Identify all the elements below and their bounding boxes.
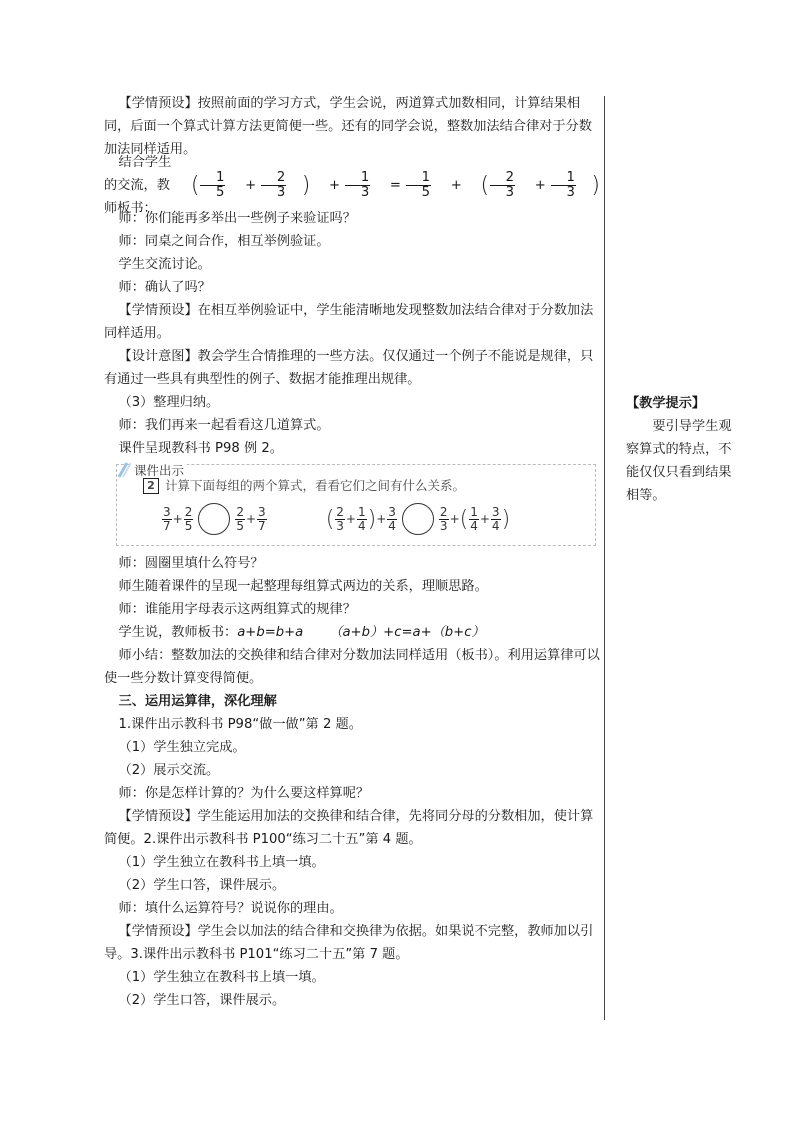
- blank-circle-icon-2: [402, 503, 434, 535]
- paragraph-21: 师：你是怎样计算的？为什么要这样算呢？: [118, 786, 370, 801]
- board-formula: 结合学生的交流，教师板书： ( $\frac{1}{5}$ + $\frac{2}{3}$ ) + $\frac{1}{3}$ = $\frac{1}{5}$ + ( $\frac{2}{3}$ + $\frac{1}{3}$ ): [104, 165, 600, 205]
- fraction-1-5: $\frac{1}{5}$: [200, 171, 225, 200]
- commutative-law: a+b=b+a: [237, 625, 304, 640]
- courseware-instruction: 计算下面每组的两个算式，看看它们之间有什么关系。: [165, 478, 466, 493]
- paragraph-11: 课件呈现教科书 P98 例 2。: [118, 441, 283, 456]
- fraction-1-3: $\frac{1}{3}$: [345, 171, 370, 200]
- courseware-box: [116, 464, 596, 546]
- paragraph-5: 学生交流讨论。: [118, 257, 211, 272]
- fraction-2-3: $\frac{2}{3}$: [261, 171, 286, 200]
- paragraph-24: （2）学生口答，课件展示。: [118, 878, 286, 893]
- paragraph-1: 【学情预设】按照前面的学习方式，学生会说，两道算式加数相同，计算结果相同，后面一个算式计算方法更简便一些。还有的同学会说，整数加法结合律对于分数加法同样适用。: [104, 96, 592, 157]
- courseware-expressions: $\frac{3}{7}$ + $\frac{2}{5}$ $\frac{2}{5}$ + $\frac{3}{7}$ ( $\frac{2}{3}$ + $\frac{1}{4}$ ) + $\frac{3}{4}$ $\frac{2}{3}$ + ( $\frac{1}{4}$ + $\frac{3}{4}$ ): [161, 503, 510, 535]
- paragraph-25: 师：填什么运算符号？说说你的理由。: [118, 901, 343, 916]
- paragraph-18: 1.课件出示教科书 P98“做一做”第 2 题。: [118, 717, 362, 732]
- teaching-tip-text: 要引导学生观察算式的特点，不能仅仅只看到结果相等。: [626, 419, 732, 503]
- column-divider: [604, 96, 605, 1020]
- associative-law: （a+b）+c=a+（b+c）: [329, 625, 485, 640]
- paragraph-13: 师生随着课件的呈现一起整理每组算式两边的关系，理顺思路。: [118, 579, 488, 594]
- teaching-tip-title: 【教学提示】: [626, 396, 706, 411]
- paragraph-15: 学生说，教师板书：a+b=b+a （a+b）+c=a+（b+c）: [118, 625, 485, 640]
- paragraph-16: 师小结：整数加法的交换律和结合律对分数加法同样适用（板书）。利用运算律可以使一些分数计算变得简便。: [104, 648, 600, 686]
- example-number: 2: [143, 478, 159, 494]
- paragraph-12: 师：圆圈里填什么符号？: [118, 556, 264, 571]
- paragraph-4: 师：同桌之间合作，相互举例验证。: [118, 234, 330, 249]
- courseware-instruction-row: [143, 477, 465, 495]
- formula-prefix: 结合学生的交流，教师板书：: [104, 154, 172, 216]
- fraction-1-5-b: $\frac{1}{5}$: [406, 171, 431, 200]
- paragraph-28: （2）学生口答，课件展示。: [118, 993, 286, 1008]
- blank-circle-icon: [198, 503, 230, 535]
- teaching-tip: [626, 392, 736, 507]
- paragraph-14: 师：谁能用字母表示这两组算式的规律？: [118, 602, 356, 617]
- fraction-1-3-b: $\frac{1}{3}$: [551, 171, 576, 200]
- paragraph-26: 【学情预设】学生会以加法的结合律和交换律为依据。如果说不完整，教师加以引导。3.课件出示教科书 P101“练习二十五”第 7 题。: [104, 924, 594, 962]
- paragraph-6: 师：确认了吗？: [118, 280, 211, 295]
- paragraph-9: （3）整理归纳。: [118, 395, 220, 410]
- paragraph-19: （1）学生独立完成。: [118, 740, 246, 755]
- paragraph-27: （1）学生独立在教科书上填一填。: [118, 970, 325, 985]
- paragraph-10: 师：我们再来一起看看这几道算式。: [118, 418, 330, 433]
- paragraph-8: 【设计意图】教会学生合情推理的一些方法。仅仅通过一个例子不能说是规律，只有通过一些具有典型性的例子、数据才能推理出规律。: [104, 349, 594, 387]
- paragraph-23: （1）学生独立在教科书上填一填。: [118, 855, 325, 870]
- paragraph-3: 师：你们能再多举出一些例子来验证吗？: [118, 211, 356, 226]
- paragraph-22: 【学情预设】学生能运用加法的交换律和结合律，先将同分母的分数相加，使计算简便。2.课件出示教科书 P100“练习二十五”第 4 题。: [104, 809, 594, 847]
- lesson-body: [104, 92, 600, 1012]
- courseware-label: 课件出示: [131, 463, 187, 479]
- section-heading: 三、运用运算律，深化理解: [118, 694, 277, 709]
- paragraph-7: 【学情预设】在相互举例验证中，学生能清晰地发现整数加法结合律对于分数加法同样适用。: [104, 303, 594, 341]
- paragraph-20: （2）展示交流。: [118, 763, 220, 778]
- fraction-2-3-b: $\frac{2}{3}$: [490, 171, 515, 200]
